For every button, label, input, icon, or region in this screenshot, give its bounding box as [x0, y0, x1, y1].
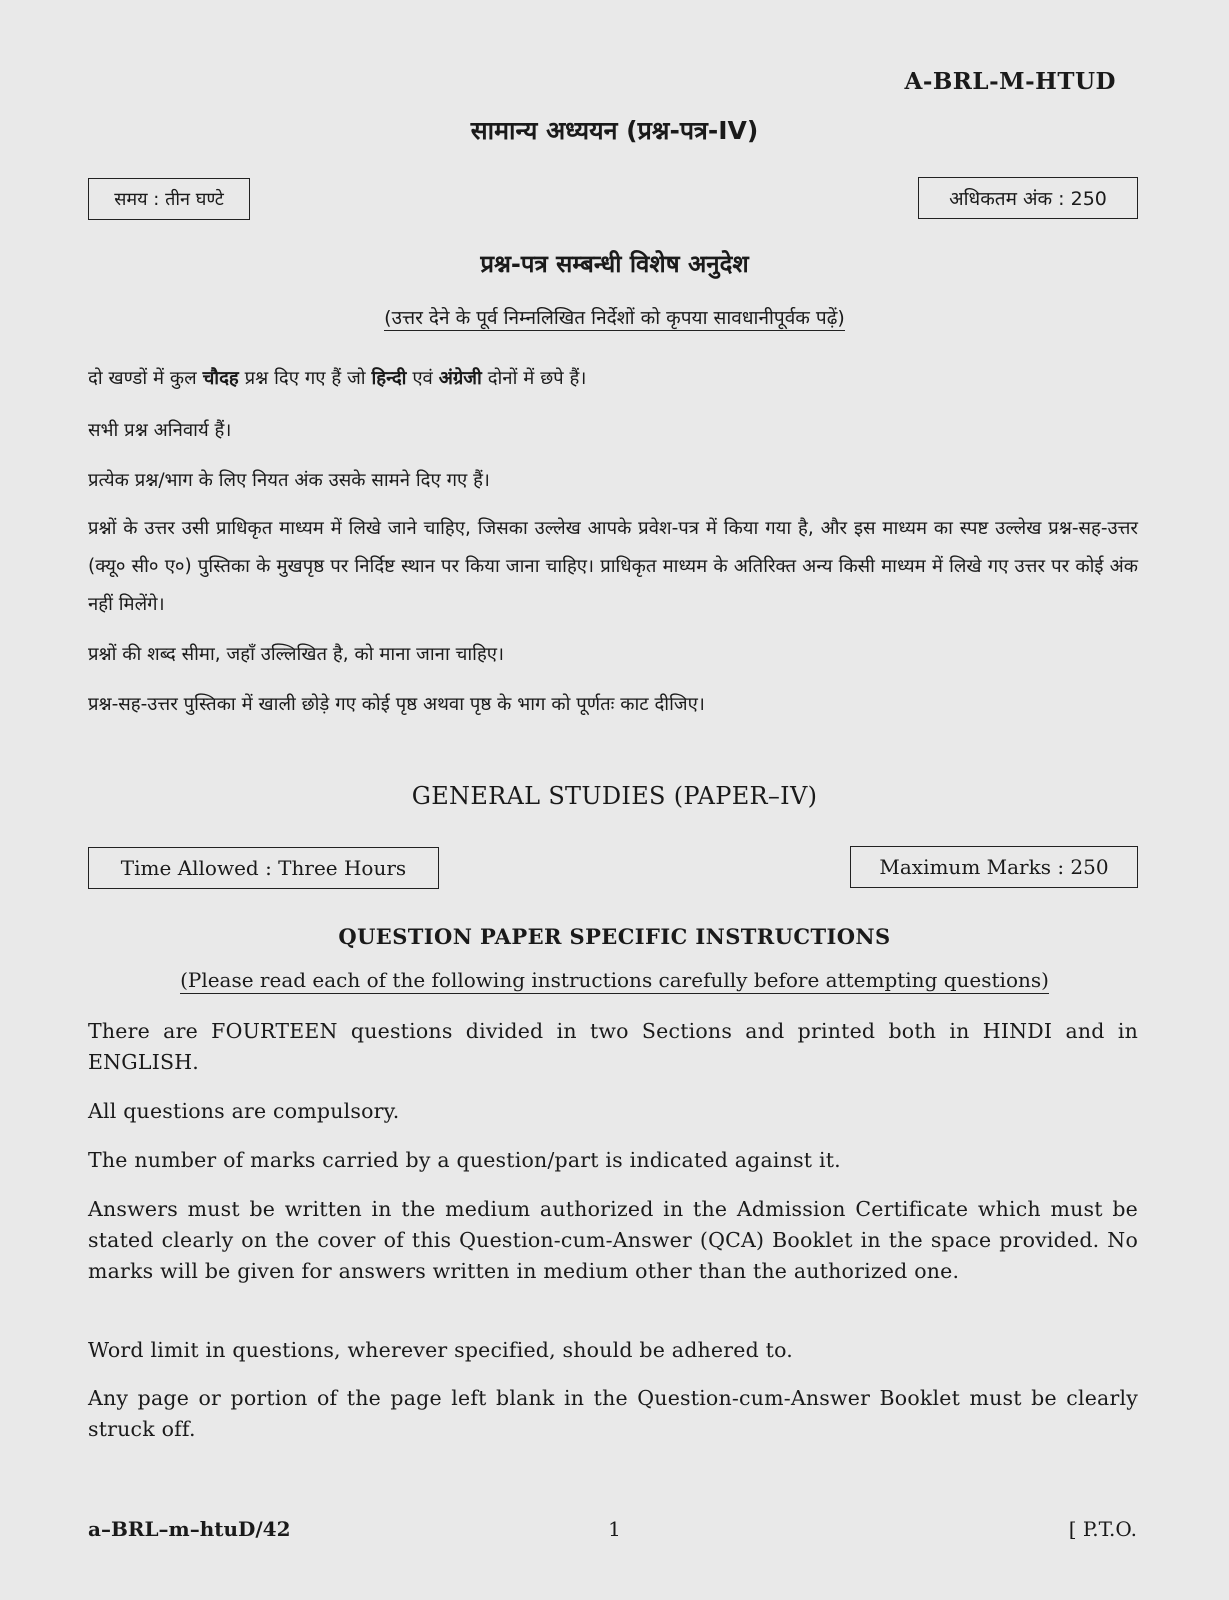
english-paper-title: GENERAL STUDIES (PAPER–IV) — [411, 782, 818, 810]
english-instructions-subtitle-text: (Please read each of the following instructions carefully before attempting questions) — [180, 968, 1049, 992]
hindi-time-box — [88, 178, 250, 220]
english-instruction-6: Any page or portion of the page left blank in the Question-cum-Answer Booklet must be clearly struck off. — [88, 1386, 1138, 1441]
hindi-time-label: समय : तीन घण्टे — [114, 189, 224, 210]
hindi-paper-title: सामान्य अध्ययन (प्रश्न-पत्र-IV) — [470, 116, 759, 145]
paper-code: A-BRL-M-HTUD — [904, 68, 1116, 95]
hindi-instruction-3: प्रत्येक प्रश्न/भाग के लिए नियत अंक उसके सामने दिए गए हैं। — [88, 470, 490, 491]
hindi-language-word: हिन्दी — [371, 368, 407, 389]
english-language-word: अंग्रेजी — [438, 368, 482, 389]
hindi-marks-box — [918, 177, 1138, 219]
hindi-instructions-subtitle-text: (उत्तर देने के पूर्व निम्नलिखित निर्देशों को कृपया सावधानीपूर्वक पढ़ें) — [384, 307, 845, 329]
english-instruction-1: There are FOURTEEN questions divided in two Sections and printed both in HINDI and in ENGLISH. — [88, 1019, 1138, 1074]
hindi-instruction-6: प्रश्न-सह-उत्तर पुस्तिका में खाली छोड़े गए कोई पृष्ठ अथवा पृष्ठ के भाग को पूर्णतः काट दीजिए। — [88, 694, 705, 715]
hindi-count-word: चौदह — [202, 368, 239, 389]
english-instruction-3: The number of marks carried by a question/part is indicated against it. — [88, 1148, 841, 1172]
time-allowed-box — [88, 847, 439, 889]
page-number: 1 — [608, 1517, 621, 1541]
time-allowed-label: Time Allowed : Three Hours — [120, 856, 407, 880]
footer-paper-code: a–BRL–m–htuD/42 — [88, 1517, 291, 1541]
hindi-marks-label: अधिकतम अंक : 250 — [949, 188, 1107, 210]
please-turn-over: [ P.T.O. — [1068, 1517, 1137, 1541]
english-instruction-5: Word limit in questions, wherever specified, should be adhered to. — [88, 1338, 793, 1362]
maximum-marks-box — [850, 846, 1138, 888]
english-instruction-4: Answers must be written in the medium authorized in the Admission Certificate which must be stated clearly on the cover of this Question-cum-Answer (QCA) Booklet in the space provided. No marks will be given for answers written in medium other than the authorized one. — [88, 1197, 1138, 1283]
hindi-instruction-1-part: दो खण्डों में कुल — [88, 368, 203, 389]
english-instructions-subtitle — [0, 968, 1229, 992]
hindi-instruction-1 — [88, 360, 1138, 398]
hindi-instructions-subtitle — [0, 304, 1229, 330]
hindi-instruction-1-part: दोनों में छपे हैं। — [481, 368, 587, 389]
hindi-instruction-1-part: प्रश्न दिए गए हैं जो — [238, 368, 372, 389]
hindi-instruction-2: सभी प्रश्न अनिवार्य हैं। — [88, 420, 232, 441]
hindi-instruction-5: प्रश्नों की शब्द सीमा, जहाँ उल्लिखित है, को माना जाना चाहिए। — [88, 644, 505, 665]
maximum-marks-label: Maximum Marks : 250 — [879, 855, 1109, 879]
english-instruction-2: All questions are compulsory. — [88, 1099, 400, 1123]
english-instructions-title: QUESTION PAPER SPECIFIC INSTRUCTIONS — [338, 924, 891, 949]
hindi-instruction-1-part: एवं — [406, 368, 439, 389]
hindi-instructions-title: प्रश्न-पत्र सम्बन्धी विशेष अनुदेश — [480, 250, 749, 278]
hindi-instruction-4: प्रश्नों के उत्तर उसी प्राधिकृत माध्यम में लिखे जाने चाहिए, जिसका उल्लेख आपके प्रवेश-पत्र में किया गया है, और इस माध्यम का स्पष्ट उल्लेख प्रश्न-सह-उत्तर (क्यू० सी० ए०) पुस्तिका के मुखपृष्ठ पर निर्दिष्ट स्थान पर किया जाना चाहिए। प्राधिकृत माध्यम के अतिरिक्त अन्य किसी माध्यम में लिखे गए उत्तर पर कोई अंक नहीं मिलेंगे। — [88, 518, 1138, 615]
